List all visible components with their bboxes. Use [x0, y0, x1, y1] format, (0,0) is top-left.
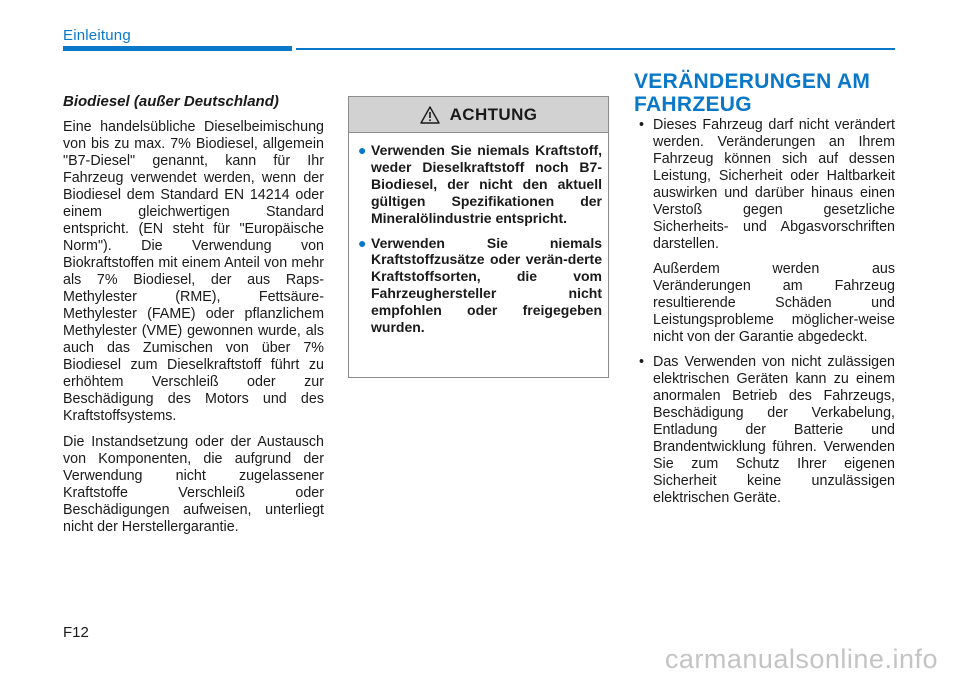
left-column — [63, 93, 324, 545]
right-column — [634, 117, 895, 515]
modification-list — [634, 117, 895, 507]
list-item — [639, 117, 895, 346]
caution-title: ACHTUNG — [449, 104, 538, 124]
header-title: Einleitung — [63, 27, 131, 44]
modification-paragraph-1: Dieses Fahrzeug darf nicht verändert werden. Veränderungen an Ihrem Fahrzeug können sich auf dessen Leistung, Sicherheit oder Haltbarkeit auswirken und darüber hinaus einen Verstoß gegen gesetzliche Sicherheits- und Abgasvorschriften darstellen. — [653, 117, 895, 252]
biodiesel-paragraph-1: Eine handelsübliche Dieselbeimischung von bis zu max. 7% Biodiesel, allgemein "B7-Diesel" genannt, kann für Ihr Fahrzeug verwendet werden, wenn der Biodiesel dem Standard EN 14214 oder einem gleichwertigen Standard entspricht. (EN steht für "Europäische Norm"). Die Verwendung von Biokraftstoffen mit einem Anteil von mehr als 7% Biodiesel, der aus Raps-Methylester (RME), Fettsäure-Methylester (FAME) oder pflanzlichem Methylester (VME) gewonnen wurde, als auch das Zumischen von über 7% Biodiesel zum Dieselkraftstoff führt zu erhöhtem Verschleiß oder zur Beschädigung des Motors und des Kraftstoffsystems. — [63, 119, 324, 424]
bullet-dot: • — [639, 117, 645, 133]
bullet-dot: ● — [358, 142, 367, 158]
bullet-dot: ● — [358, 234, 367, 251]
caution-item-text: Verwenden Sie niemals Kraftstoffzusätze oder verän-derte Kraftstoffsorten, die vom Fahrzeughersteller nicht empfohlen oder freigegeben wurden. — [371, 234, 602, 336]
biodiesel-subheading: Biodiesel (außer Deutschland) — [63, 93, 279, 110]
caution-item-text: Verwenden Sie niemals Kraftstoff, weder Dieselkraftstoff noch B7-Biodiesel, der nicht den aktuell gültigen Spezifikationen der Mineralölindustrie entspricht. — [371, 142, 602, 226]
caution-header — [349, 97, 608, 133]
caution-box — [348, 96, 609, 378]
electrical-devices-paragraph: Das Verwenden von nicht zulässigen elektrischen Geräten kann zu einem anormalen Betrieb des Fahrzeugs, Beschädigung der Verkabelung, Entladung der Batterie und Brandentwicklung führen. Verwenden Sie zum Schutz Ihrer eigenen Sicherheit keine unzulässigen elektrischen Geräte. — [653, 354, 895, 506]
header-rule-thick — [63, 46, 292, 51]
modification-paragraph-2: Außerdem werden aus Veränderungen am Fahrzeug resultierende Schäden und Leistungsprobleme möglicher-weise nicht von der Garantie abgedeckt. — [653, 261, 895, 345]
bullet-dot: • — [639, 354, 645, 370]
section-title: VERÄNDERUNGEN AM FAHRZEUG — [634, 70, 871, 116]
caution-item — [358, 142, 602, 227]
list-item — [639, 354, 895, 507]
warning-triangle-icon — [420, 106, 440, 124]
header-rule-thin — [296, 48, 895, 50]
caution-item — [358, 234, 602, 336]
watermark: carmanualsonline.info — [664, 644, 938, 674]
biodiesel-paragraph-2: Die Instandsetzung oder der Austausch von Komponenten, die aufgrund der Verwendung nicht zugelassener Kraftstoffe Verschleiß oder Beschädigungen aufweisen, unterliegt nicht der Herstellergarantie. — [63, 434, 324, 535]
caution-list — [349, 133, 608, 336]
page-number: F12 — [63, 624, 89, 641]
